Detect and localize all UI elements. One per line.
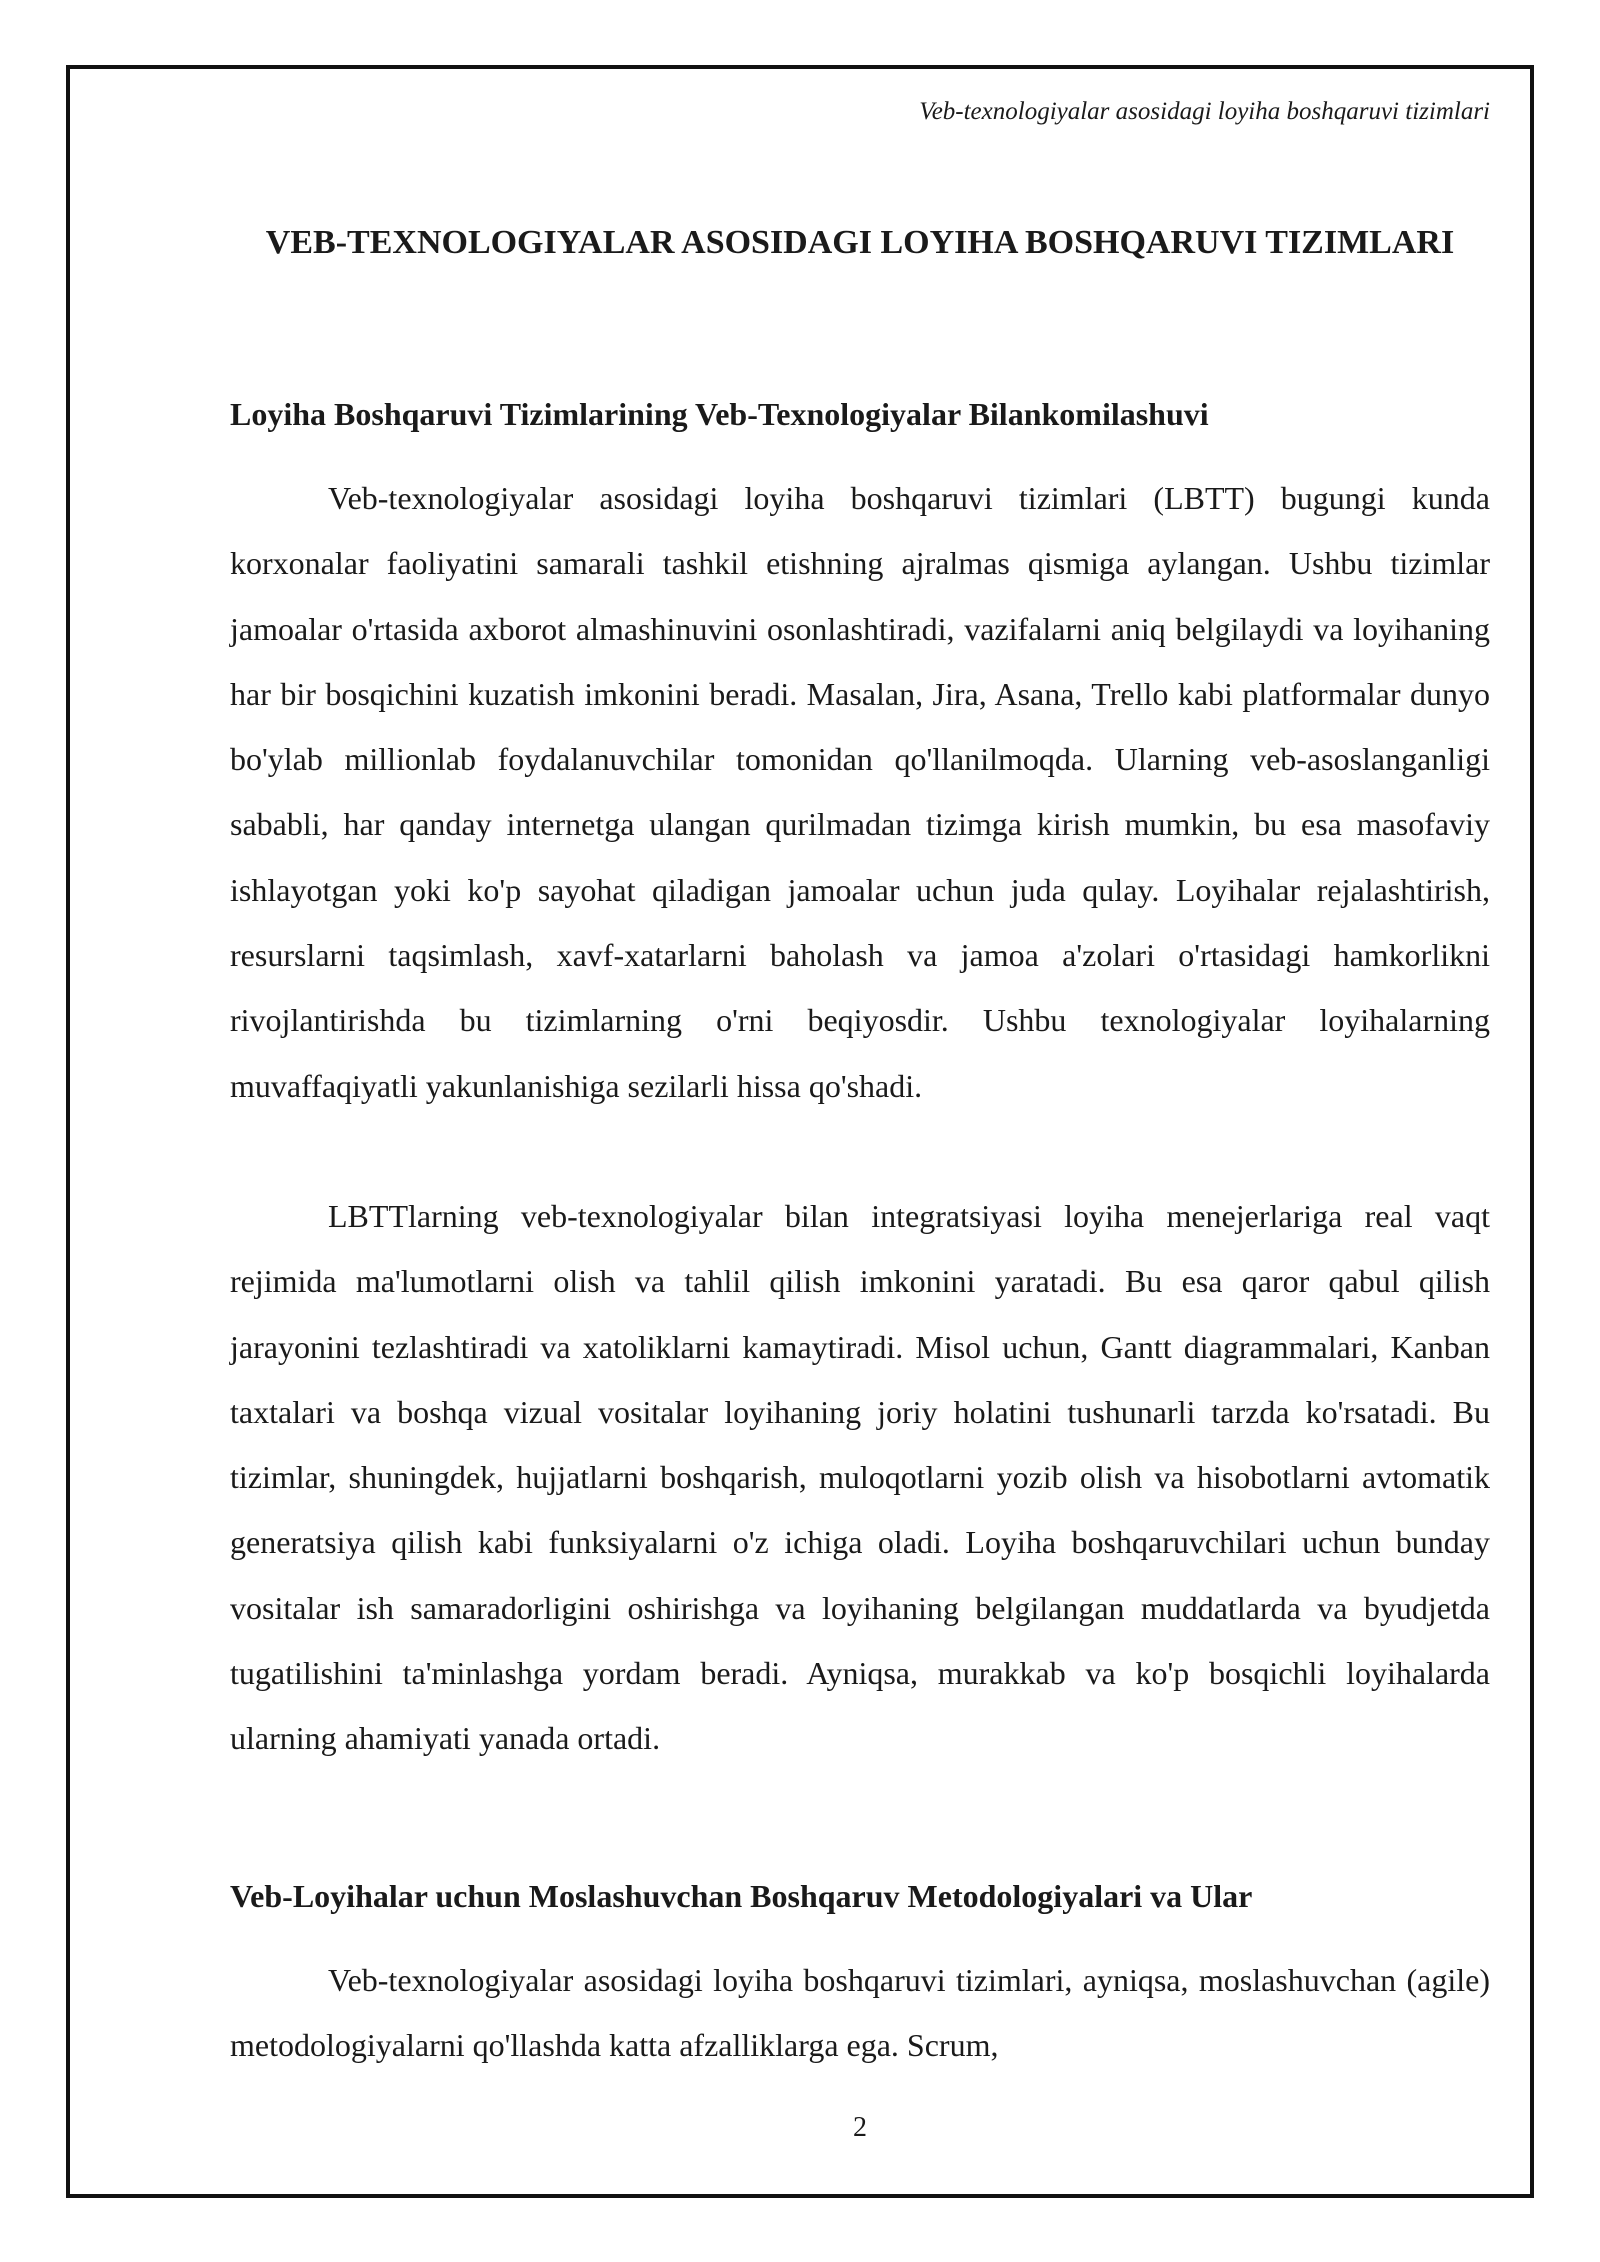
paragraph-2: LBTTlarning veb-texnologiyalar bilan integratsiyasi loyiha menejerlariga real vaqt rejimida ma'lumotlarni olish va tahlil qilish imkonini yaratadi. Bu esa qaror qabul qilish jarayonini tezlashtiradi va xatoliklarni kamaytiradi. Misol uchun, Gantt diagrammalari, Kanban taxtalari va boshqa vizual vositalar loyihaning joriy holatini tushunarli tarzda ko'rsatadi. Bu tizimlar, shuningdek, hujjatlarni boshqarish, muloqotlarni yozib olish va hisobotlarni avtomatik generatsiya qilish kabi funksiyalarni o'z ichiga oladi. Loyiha boshqaruvchilari uchun bunday vositalar ish samaradorligini oshirishga va loyihaning belgilangan muddatlarda va byudjetda tugatilishini ta'minlashga yordam beradi. Ayniqsa, murakkab va ko'p bosqichli loyihalarda ularning ahamiyati yanada ortadi. [230,1198,1490,1757]
section-heading-1: Loyiha Boshqaruvi Tizimlarining Veb-Texnologiyalar Bilankomilashuvi [230,396,1209,432]
paragraph-3: Veb-texnologiyalar asosidagi loyiha boshqaruvi tizimlari, ayniqsa, moslashuvchan (agile) metodologiyalarni qo'llashda katta afzalliklarga ega. Scrum, [230,1962,1490,2064]
paragraph-1: Veb-texnologiyalar asosidagi loyiha boshqaruvi tizimlari (LBTT) bugungi kunda korxonalar faoliyatini samarali tashkil etishning ajralmas qismiga aylangan. Ushbu tizimlar jamoalar o'rtasida axborot almashinuvini osonlashtiradi, vazifalarni aniq belgilaydi va loyihaning har bir bosqichini kuzatish imkonini beradi. Masalan, Jira, Asana, Trello kabi platformalar dunyo bo'ylab millionlab foydalanuvchilar tomonidan qo'llanilmoqda. Ularning veb-asoslanganligi sababli, har qanday internetga ulangan qurilmadan tizimga kirish mumkin, bu esa masofaviy ishlayotgan yoki ko'p sayohat qiladigan jamoalar uchun juda qulay. Loyihalar rejalashtirish, resurslarni taqsimlash, xavf-xatarlarni baholash va jamoa a'zolari o'rtasidagi hamkorlikni rivojlantirishda bu tizimlarning o'rni beqiyosdir. Ushbu texnologiyalar loyihalarning muvaffaqiyatli yakunlanishiga sezilarli hissa qo'shadi. [230,480,1490,1104]
running-header: Veb-texnologiyalar asosidagi loyiha boshqaruvi tizimlari [919,98,1490,125]
section-heading-2: Veb-Loyihalar uchun Moslashuvchan Boshqaruv Metodologiyalari va Ular [230,1878,1253,1914]
page-number: 2 [853,2112,867,2143]
document-title: VEB-TEXNOLOGIYALAR ASOSIDAGI LOYIHA BOSHQARUVI TIZIMLARI [265,224,1455,261]
